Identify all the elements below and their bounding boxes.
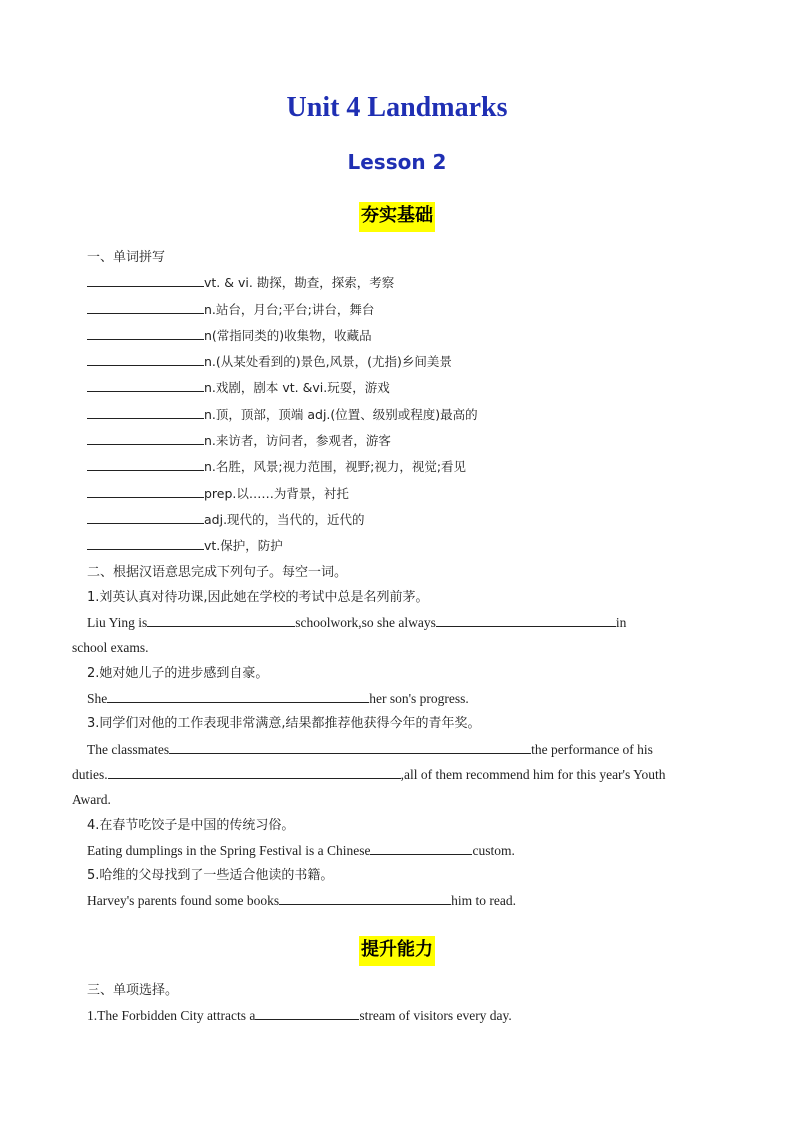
vocab-definition: n(常指同类的)收集物，收藏品 bbox=[204, 327, 372, 343]
q5-english: Harvey's parents found some books him to read. bbox=[72, 888, 712, 913]
q4-english: Eating dumplings in the Spring Festival is a Chinese custom. bbox=[72, 838, 712, 863]
answer-blank[interactable] bbox=[107, 688, 369, 703]
vocab-definition: n.戏剧，剧本 vt. &vi.玩耍，游戏 bbox=[204, 380, 390, 396]
answer-blank[interactable] bbox=[87, 483, 204, 498]
vocab-item bbox=[72, 481, 712, 507]
vocab-definition: n.名胜，风景;视力范围，视野;视力，视觉;看见 bbox=[204, 459, 467, 475]
answer-blank[interactable] bbox=[147, 612, 295, 627]
answer-blank[interactable] bbox=[87, 272, 204, 287]
section-badge-improve bbox=[0, 936, 794, 966]
q3-english: The classmates the performance of his bbox=[72, 737, 712, 762]
vocab-item bbox=[72, 323, 712, 349]
vocab-definition: prep.以……为背景，衬托 bbox=[204, 485, 349, 501]
part3-heading: 三、单项选择。 bbox=[87, 983, 179, 998]
answer-blank[interactable] bbox=[108, 764, 401, 779]
vocab-definition: vt. & vi. 勘探，勘查，探索，考察 bbox=[204, 275, 395, 291]
vocab-item bbox=[72, 533, 712, 559]
q1-chinese: 1.刘英认真对待功课,因此她在学校的考试中总是名列前茅。 bbox=[87, 589, 429, 605]
part2-heading: 二、根据汉语意思完成下列句子。每空一词。 bbox=[87, 564, 348, 580]
answer-blank[interactable] bbox=[436, 612, 616, 627]
vocab-item bbox=[72, 507, 712, 533]
answer-blank[interactable] bbox=[87, 456, 204, 471]
vocab-item bbox=[72, 349, 712, 375]
vocab-item bbox=[72, 428, 712, 454]
answer-blank[interactable] bbox=[169, 739, 531, 754]
q3-english-cont: duties. ,all of them recommend him for this year's Youth bbox=[72, 762, 712, 787]
vocab-definition: n.来访者，访问者，参观者，游客 bbox=[204, 433, 391, 449]
section-badge-improve-label: 提升能力 bbox=[359, 936, 435, 966]
q1-english: Liu Ying is schoolwork,so she always in bbox=[72, 610, 712, 635]
part1-heading: 一、单词拼写 bbox=[87, 250, 166, 265]
q4-chinese: 4.在春节吃饺子是中国的传统习俗。 bbox=[87, 817, 295, 833]
lesson-title: Lesson 2 bbox=[347, 150, 447, 174]
vocab-list bbox=[72, 270, 712, 559]
answer-blank[interactable] bbox=[87, 430, 204, 445]
q2-english: She her son's progress. bbox=[72, 686, 712, 711]
vocab-definition: vt.保护，防护 bbox=[204, 538, 283, 554]
vocab-item bbox=[72, 402, 712, 428]
section-badge-basics bbox=[0, 202, 794, 232]
part3-content bbox=[72, 978, 712, 1029]
vocab-item bbox=[72, 375, 712, 401]
answer-blank[interactable] bbox=[87, 351, 204, 366]
q2-chinese: 2.她对她儿子的进步感到自豪。 bbox=[87, 665, 269, 681]
answer-blank[interactable] bbox=[255, 1005, 359, 1020]
vocab-item bbox=[72, 270, 712, 296]
answer-blank[interactable] bbox=[87, 377, 204, 392]
vocab-definition: adj.现代的，当代的，近代的 bbox=[204, 511, 365, 527]
answer-blank[interactable] bbox=[87, 509, 204, 524]
answer-blank[interactable] bbox=[87, 404, 204, 419]
exercise-content bbox=[72, 245, 712, 914]
vocab-definition: n.站台，月台;平台;讲台，舞台 bbox=[204, 301, 375, 317]
vocab-definition: n.顶，顶部，顶端 adj.(位置、级别或程度)最高的 bbox=[204, 406, 478, 422]
q5-chinese: 5.哈维的父母找到了一些适合他读的书籍。 bbox=[87, 868, 334, 884]
vocab-definition: n.(从某处看到的)景色,风景，(尤指)乡间美景 bbox=[204, 354, 452, 370]
answer-blank[interactable] bbox=[279, 890, 451, 905]
vocab-item bbox=[72, 454, 712, 480]
answer-blank[interactable] bbox=[87, 325, 204, 340]
answer-blank[interactable] bbox=[87, 535, 204, 550]
q1-english-cont: school exams. bbox=[72, 640, 149, 656]
q3-chinese: 3.同学们对他的工作表现非常满意,结果都推荐他获得今年的青年奖。 bbox=[87, 716, 481, 732]
section-badge-basics-label: 夯实基础 bbox=[359, 202, 435, 232]
answer-blank[interactable] bbox=[370, 840, 472, 855]
p3-q1: 1.The Forbidden City attracts a stream of visitors every day. bbox=[72, 1003, 712, 1028]
q3-english-cont2: Award. bbox=[72, 792, 111, 808]
answer-blank[interactable] bbox=[87, 299, 204, 314]
vocab-item bbox=[72, 297, 712, 323]
page-title: Unit 4 Landmarks bbox=[286, 92, 508, 123]
